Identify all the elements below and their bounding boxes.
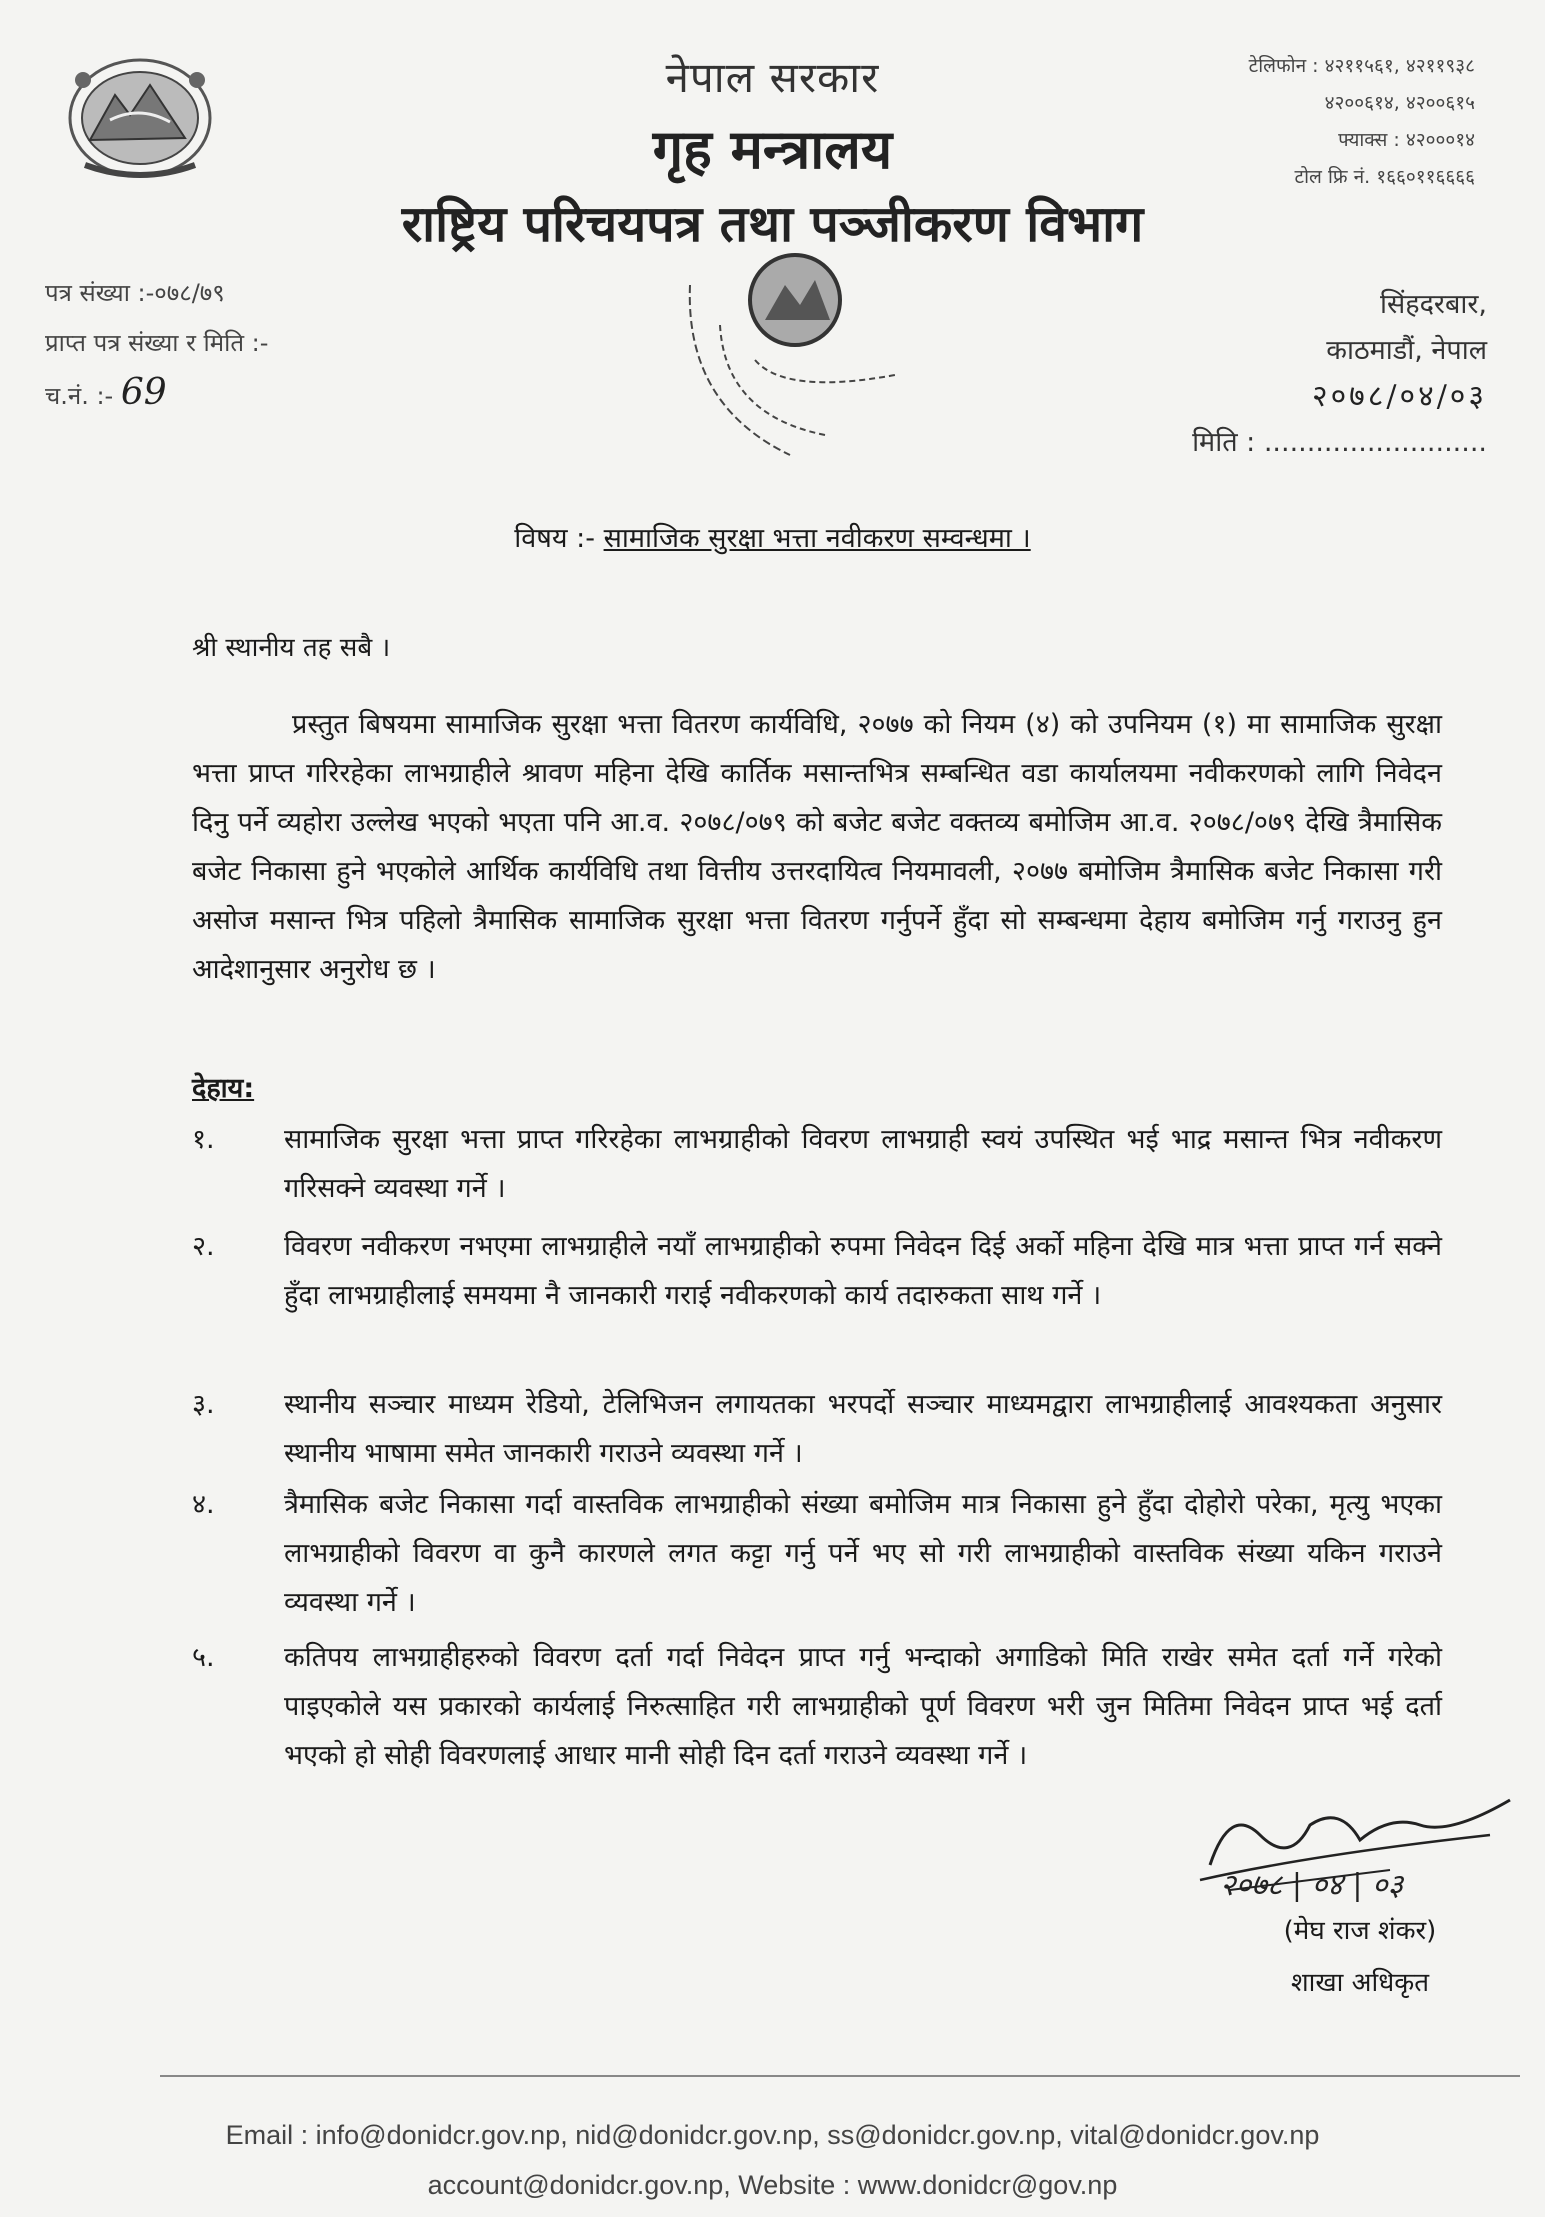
footer-divider: [160, 2075, 1520, 2077]
subject-text: सामाजिक सुरक्षा भत्ता नवीकरण सम्वन्धमा ।: [603, 523, 1031, 554]
signature-icon: [1190, 1795, 1520, 1905]
body-paragraph: [192, 700, 1442, 994]
footer: [0, 2110, 1545, 2210]
addressee: श्री स्थानीय तह सबै ।: [192, 633, 391, 663]
phone-line-1: टेलिफोन : ४२११५६१, ४२११९३८: [1248, 55, 1475, 77]
body-text: प्रस्तुत बिषयमा सामाजिक सुरक्षा भत्ता वितरण कार्यविधि, २०७७ को नियम (४) को उपनियम (१) मा सामाजिक सुरक्षा भत्ता प्राप्त गरिरहेका लाभग्राहीले श्रावण महिना देखि कार्तिक मसान्तभित्र सम्बन्धित वडा कार्यालयमा नवीकरणको लागि निवेदन दिनु पर्ने व्यहोरा उल्लेख भएको भएता पनि आ.व. २०७८/०७९ को बजेट बजेट वक्तव्य बमोजिम आ.व. २०७८/०७९ देखि त्रैमासिक बजेट निकासा हुने भएकोले आर्थिक कार्यविधि तथा वित्तीय उत्तरदायित्व नियमावली, २०७७ बमोजिम त्रैमासिक बजेट निकासा गरी असोज मसान्त भित्र पहिलो त्रैमासिक सामाजिक सुरक्षा भत्ता वितरण गर्नुपर्ने हुँदा सो सम्बन्धमा देहाय बमोजिम गर्नु गराउनु हुन आदेशानुसार अनुरोध छ ।: [192, 709, 1442, 985]
dispatch-number: [45, 368, 268, 421]
footer-website: account@donidcr.gov.np, Website : www.donidcr@gov.np: [427, 2170, 1118, 2200]
list-item-text: विवरण नवीकरण नभएमा लाभग्राहीले नयाँ लाभग्राहीको रुपमा निवेदन दिई अर्को महिना देखि मात्र भत्ता प्राप्त गर्न सक्ने हुँदा लाभग्राहीलाई समयमा नै जानकारी गराई नवीकरणको कार्य तदारुकता साथ गर्ने ।: [284, 1231, 1442, 1311]
list-item: [192, 1633, 1442, 1780]
date-label: मिति :: [1192, 427, 1256, 458]
address-line-1: सिंहदरबार,: [1380, 289, 1487, 320]
letter-number: पत्र संख्या :-०७८/७९: [45, 279, 225, 307]
subject-label: विषय :-: [514, 523, 595, 554]
list-item-number: ४.: [192, 1489, 215, 1520]
contact-block: [1249, 48, 1475, 196]
signatory-block: [1180, 1905, 1540, 2009]
list-item-text: त्रैमासिक बजेट निकासा गर्दा वास्तविक लाभग्राहीको संख्या बमोजिम मात्र निकासा हुने हुँदा दोहोरो परेका, मृत्यु भएका लाभग्राहीको विवरण वा कुनै कारणले लगत कट्टा गर्नु पर्ने भए सो गरी लाभग्राहीको वास्तविक संख्या यकिन गराउने व्यवस्था गर्ने ।: [284, 1489, 1442, 1618]
footer-emails: Email : info@donidcr.gov.np, nid@donidcr.gov.np, ss@donidcr.gov.np, vital@donidcr.gov.np: [225, 2120, 1320, 2150]
address-line-2: काठमाडौं, नेपाल: [1326, 335, 1487, 366]
list-item-number: २.: [192, 1231, 215, 1262]
fax-line: फ्याक्स : ४२०००१४: [1338, 129, 1475, 151]
list-item-number: ३.: [192, 1389, 215, 1420]
department-title: राष्ट्रिय परिचयपत्र तथा पञ्जीकरण विभाग: [401, 195, 1144, 253]
phone-line-2: ४२००६१४, ४२००६१५: [1324, 92, 1475, 114]
office-stamp-icon: [665, 245, 915, 475]
list-item-text: सामाजिक सुरक्षा भत्ता प्राप्त गरिरहेका लाभग्राहीको विवरण लाभग्राही स्वयं उपस्थित भई भाद्र मसान्त भित्र नवीकरण गरिसक्ने व्यवस्था गर्ने ।: [284, 1124, 1442, 1204]
signatory-name: (मेघ राज शंकर): [1283, 1916, 1437, 1946]
signatory-title: शाखा अधिकृत: [1290, 1968, 1430, 1998]
subject-line: [0, 518, 1545, 555]
list-item-text: कतिपय लाभग्राहीहरुको विवरण दर्ता गर्दा निवेदन प्राप्त गर्नु भन्दाको अगाडिको मिति राखेर समेत दर्ता गर्ने गरेको पाइएकोले यस प्रकारको कार्यलाई निरुत्साहित गरी लाभग्राहीको पूर्ण विवरण भरी जुन मितिमा निवेदन प्राप्त भई दर्ता भएको हो सोही विवरणलाई आधार मानी सोही दिन दर्ता गराउने व्यवस्था गर्ने ।: [284, 1642, 1442, 1771]
list-heading: देहाय:: [192, 1073, 255, 1104]
list-item: [192, 1380, 1442, 1478]
handwritten-date: २०७८/०४/०३: [1311, 379, 1487, 414]
toll-free-line: टोल फ्रि नं. १६६०११६६६६: [1294, 166, 1475, 188]
list-item: [192, 1115, 1442, 1213]
office-address: [1192, 282, 1487, 466]
ministry-title: गृह मन्त्रालय: [652, 118, 893, 181]
dispatch-value: 69: [120, 372, 167, 413]
dispatch-label: च.नं. :-: [45, 382, 114, 410]
date-field: मिति : ..........................: [1192, 427, 1487, 458]
list-item-number: १.: [192, 1124, 215, 1155]
signature-date: २०७८ | ०४ | ०३: [1220, 1868, 1404, 1903]
received-letter-number: प्राप्त पत्र संख्या र मिति :-: [45, 329, 269, 357]
government-title: नेपाल सरकार: [665, 53, 880, 102]
list-item: [192, 1222, 1442, 1320]
reference-block: [45, 268, 268, 421]
list-item-text: स्थानीय सञ्चार माध्यम रेडियो, टेलिभिजन लगायतका भरपर्दो सञ्चार माध्यमद्वारा लाभग्राहीलाई आवश्यकता अनुसार स्थानीय भाषामा समेत जानकारी गराउने व्यवस्था गर्ने ।: [284, 1389, 1442, 1469]
list-item-number: ५.: [192, 1642, 215, 1673]
list-item: [192, 1480, 1442, 1627]
